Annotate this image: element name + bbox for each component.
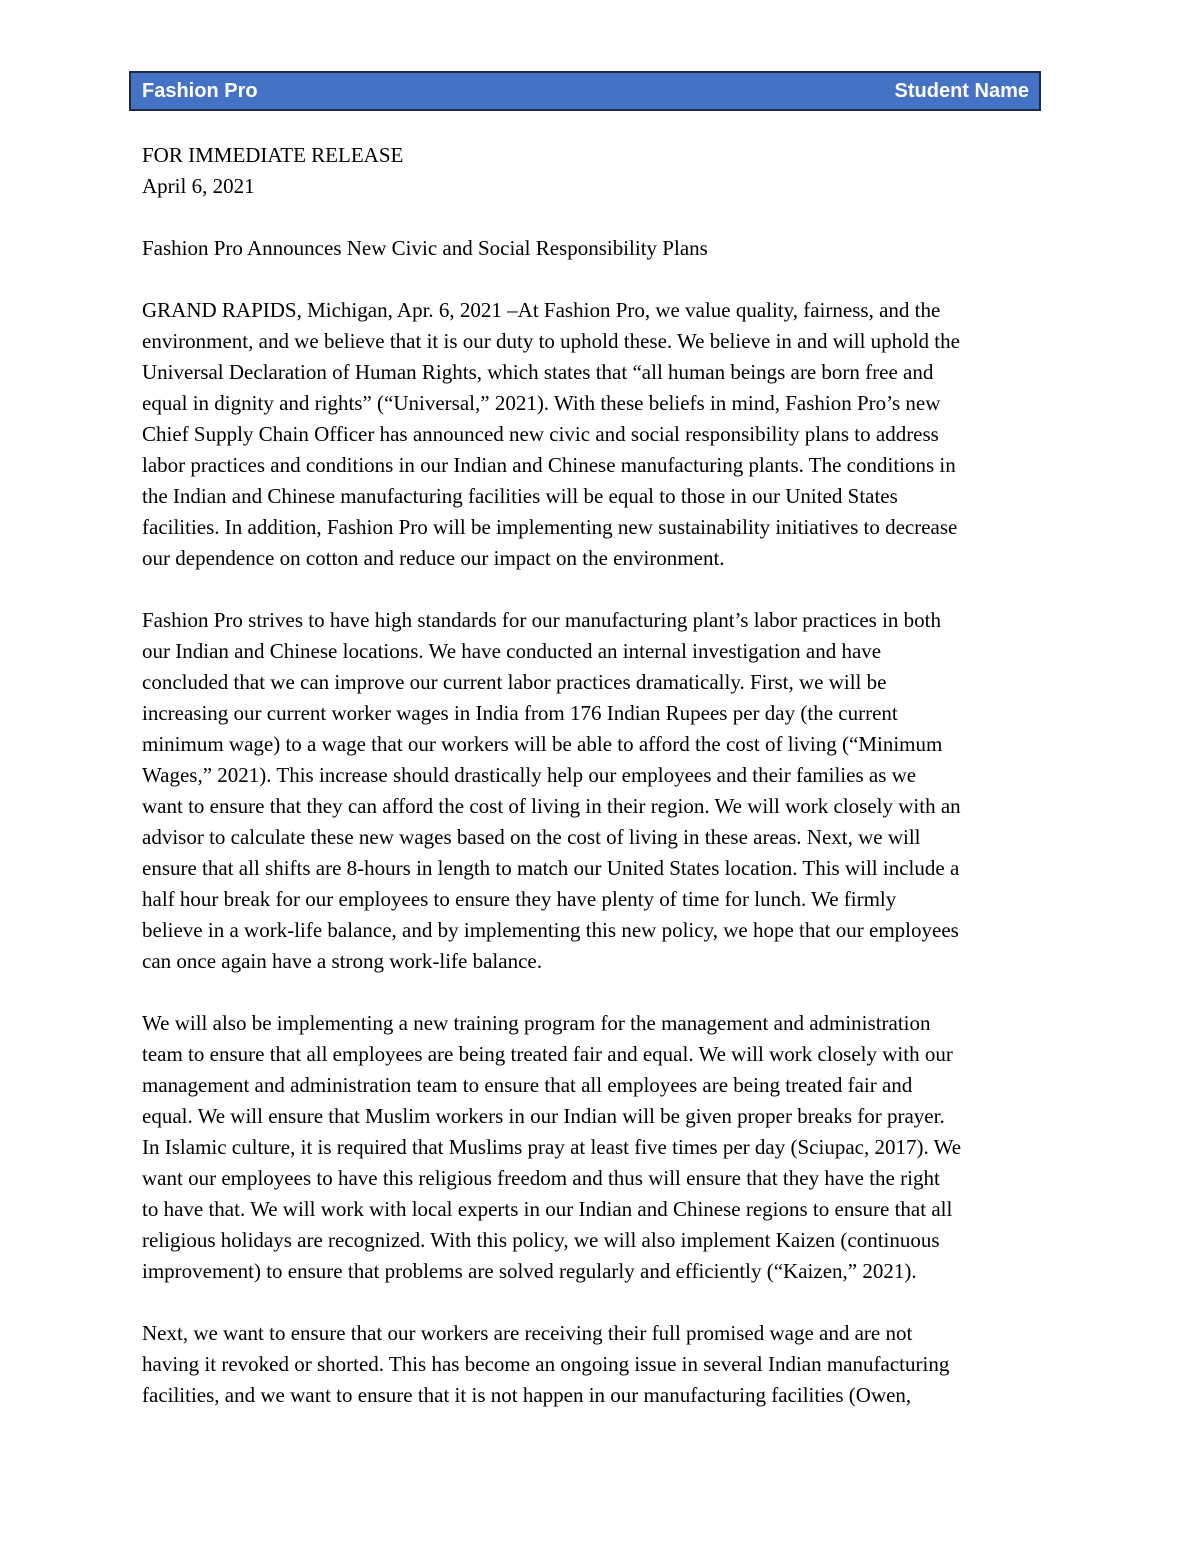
paragraph-line: ensure that all shifts are 8-hours in length to match our United States location. This will include a (142, 856, 960, 880)
paragraph-line: minimum wage) to a wage that our workers will be able to afford the cost of living (“Minimum (142, 732, 943, 756)
paragraph-line: advisor to calculate these new wages based on the cost of living in these areas. Next, we will (142, 825, 921, 849)
paragraph-line: GRAND RAPIDS, Michigan, Apr. 6, 2021 –At Fashion Pro, we value quality, fairness, and the (142, 298, 941, 322)
page-header-bar (129, 71, 1041, 111)
paragraph-line: increasing our current worker wages in India from 176 Indian Rupees per day (the current (142, 701, 898, 725)
paragraph-line: our Indian and Chinese locations. We have conducted an internal investigation and have (142, 639, 882, 663)
paragraph-line: religious holidays are recognized. With this policy, we will also implement Kaizen (continuous (142, 1228, 940, 1252)
paragraph-line: equal. We will ensure that Muslim workers in our Indian will be given proper breaks for prayer. (142, 1104, 945, 1128)
paragraph (142, 295, 1072, 574)
paragraph (142, 1318, 1072, 1411)
paragraph-line: Next, we want to ensure that our workers are receiving their full promised wage and are not (142, 1321, 913, 1345)
paragraph (142, 605, 1072, 977)
paragraph-line: Universal Declaration of Human Rights, which states that “all human beings are born free and (142, 360, 934, 384)
paragraph-line: labor practices and conditions in our Indian and Chinese manufacturing plants. The conditions in (142, 453, 956, 477)
document-body (142, 140, 1072, 1411)
release-label: FOR IMMEDIATE RELEASE (142, 143, 404, 167)
headline: Fashion Pro Announces New Civic and Social Responsibility Plans (142, 236, 708, 260)
paragraph-line: having it revoked or shorted. This has become an ongoing issue in several Indian manufacturing (142, 1352, 950, 1376)
paragraph-line: facilities, and we want to ensure that it is not happen in our manufacturing facilities (Owen, (142, 1383, 912, 1407)
paragraph-line: Wages,” 2021). This increase should drastically help our employees and their families as we (142, 763, 917, 787)
paragraph-line: can once again have a strong work-life balance. (142, 949, 542, 973)
paragraph-line: In Islamic culture, it is required that Muslims pray at least five times per day (Sciupac, 2017). We (142, 1135, 962, 1159)
paragraph (142, 1008, 1072, 1287)
paragraph-line: want our employees to have this religious freedom and thus will ensure that they have the right (142, 1166, 940, 1190)
body-paragraphs (142, 295, 1072, 1411)
paragraph-line: concluded that we can improve our current labor practices dramatically. First, we will be (142, 670, 887, 694)
header-title: Fashion Pro (142, 79, 258, 102)
paragraph-line: Chief Supply Chain Officer has announced new civic and social responsibility plans to address (142, 422, 939, 446)
paragraph-line: improvement) to ensure that problems are solved regularly and efficiently (“Kaizen,” 2021). (142, 1259, 917, 1283)
paragraph-line: half hour break for our employees to ensure they have plenty of time for lunch. We firmly (142, 887, 897, 911)
paragraph-line: Fashion Pro strives to have high standards for our manufacturing plant’s labor practices in both (142, 608, 941, 632)
paragraph-line: management and administration team to ensure that all employees are being treated fair and (142, 1073, 913, 1097)
paragraph-line: the Indian and Chinese manufacturing facilities will be equal to those in our United States (142, 484, 898, 508)
paragraph-line: want to ensure that they can afford the cost of living in their region. We will work closely with an (142, 794, 961, 818)
paragraph-line: facilities. In addition, Fashion Pro will be implementing new sustainability initiatives to decrease (142, 515, 958, 539)
paragraph-line: We will also be implementing a new training program for the management and administration (142, 1011, 931, 1035)
header-student-name: Student Name (894, 79, 1029, 102)
paragraph-line: to have that. We will work with local experts in our Indian and Chinese regions to ensure that all (142, 1197, 953, 1221)
paragraph-line: team to ensure that all employees are being treated fair and equal. We will work closely with our (142, 1042, 953, 1066)
paragraph-line: our dependence on cotton and reduce our impact on the environment. (142, 546, 725, 570)
paragraph-line: equal in dignity and rights” (“Universal,” 2021). With these beliefs in mind, Fashion Pro’s new (142, 391, 941, 415)
paragraph-line: environment, and we believe that it is our duty to uphold these. We believe in and will uphold the (142, 329, 960, 353)
release-date: April 6, 2021 (142, 174, 255, 198)
paragraph-line: believe in a work-life balance, and by implementing this new policy, we hope that our employees (142, 918, 959, 942)
